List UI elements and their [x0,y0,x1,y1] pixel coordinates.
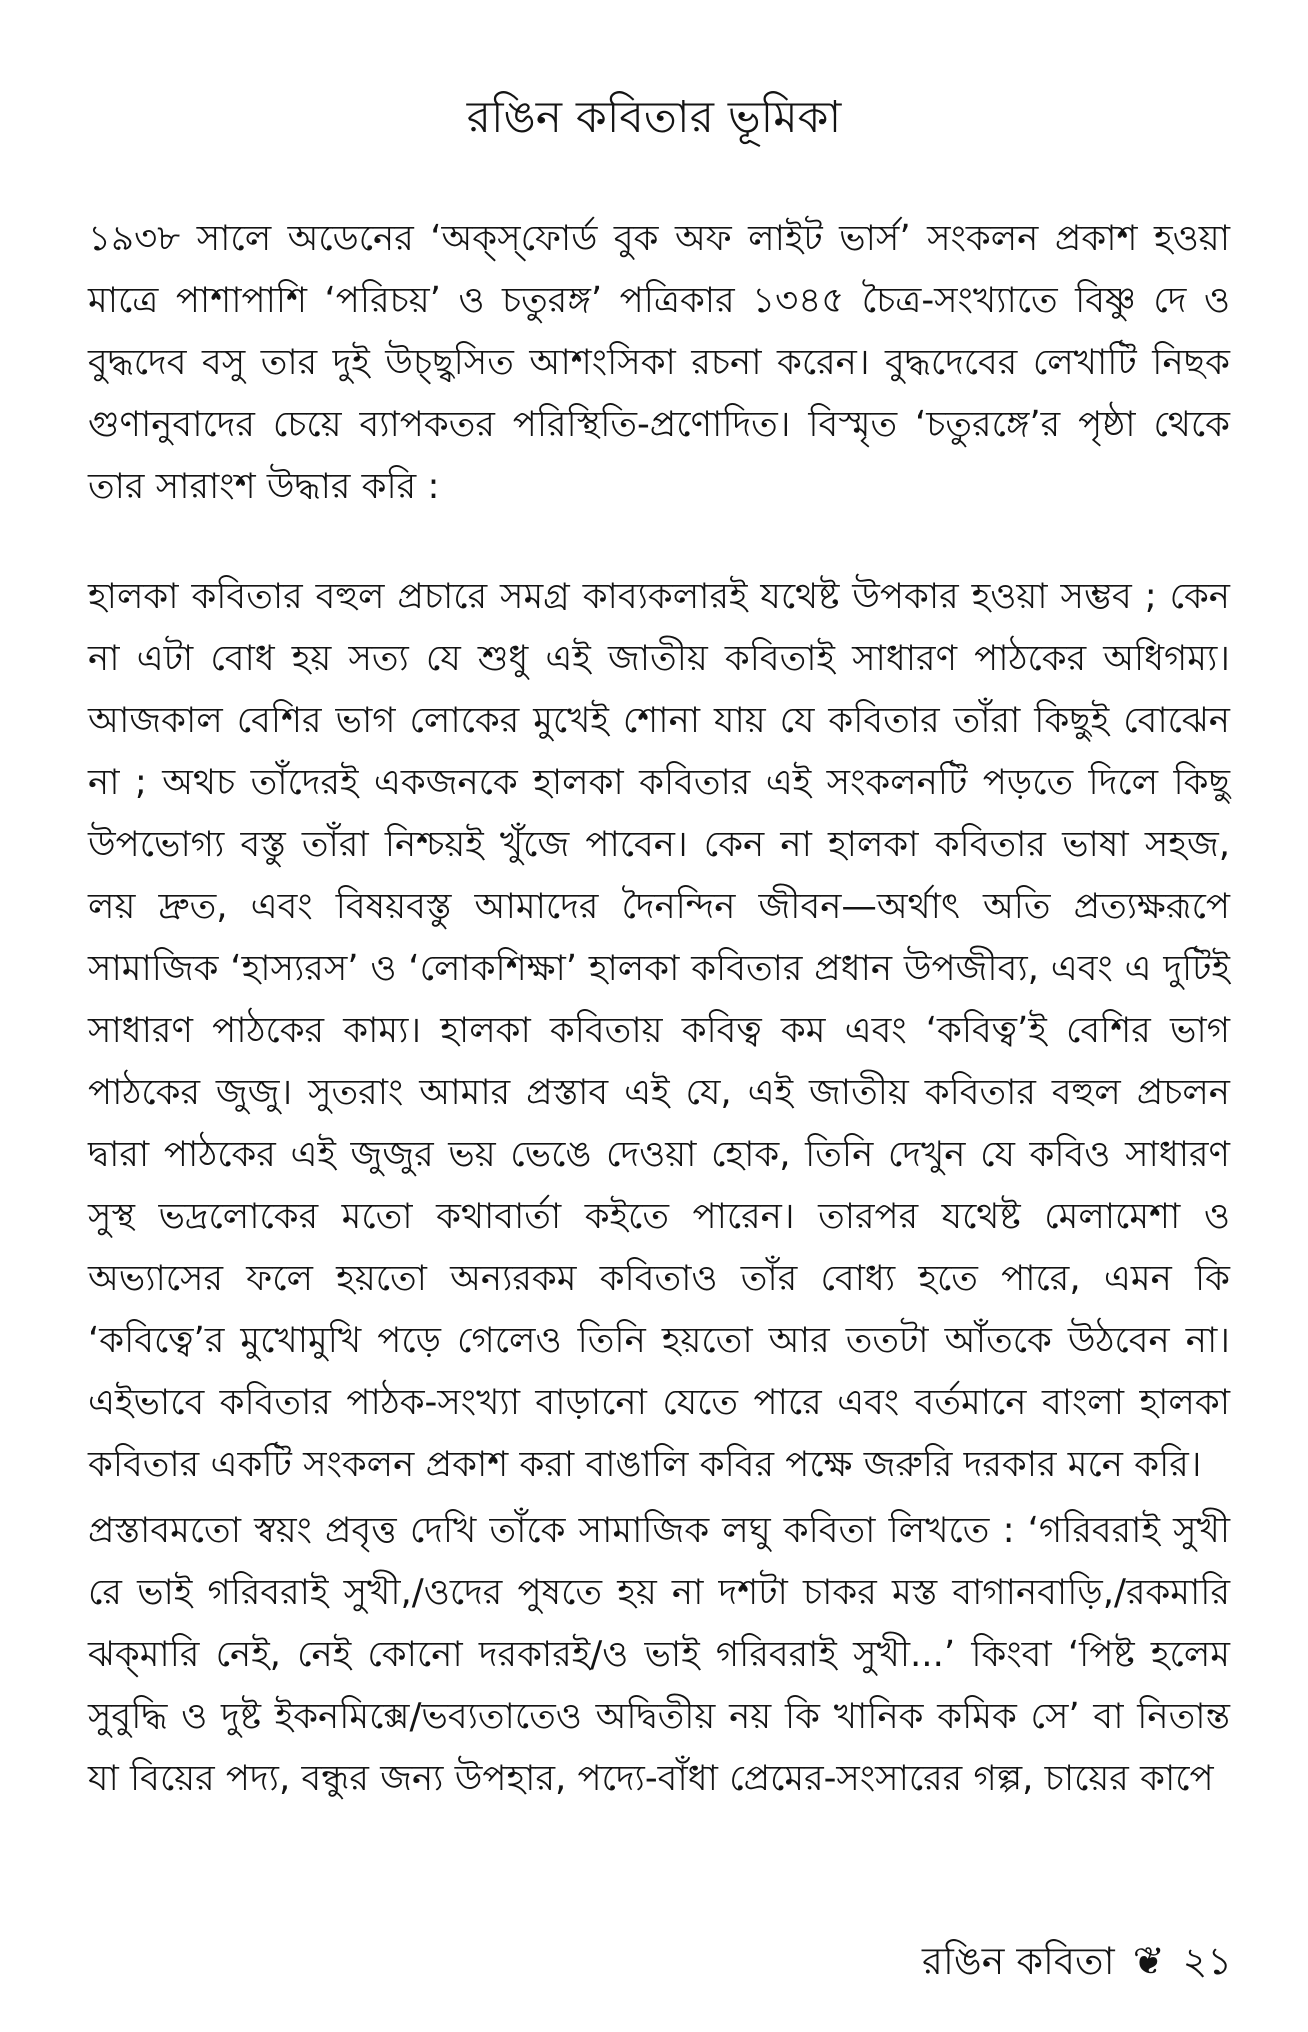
page-title: রঙিন কবিতার ভূমিকা [466,92,842,143]
page-footer [922,1936,1232,1986]
paragraph-continuation: প্রস্তাবমতো স্বয়ং প্রবৃত্ত দেখি তাঁকে সামাজিক লঘু কবিতা লিখতে : ‘গরিবরাই সুখী রে ভাই গরিবরাই সুখী,/ওদের পুষতে হয় না দশটা চাকর মস্ত বাগানবাড়ি,/রকমারি ঝক্‌মারি নেই, নেই কোনো দরকারই/ও ভাই গরিবরাই সুখী...’ কিংবা ‘পিষ্ট হলেম সুবুদ্ধি ও দুষ্ট ইকনমিক্সে/ভব্যতাতেও অদ্বিতীয় নয় কি খানিক কমিক সে’ বা নিতান্ত যা বিয়ের পদ্য, বন্ধুর জন্য উপহার, পদ্যে-বাঁধা প্রেমের-সংসারের গল্প, চায়ের কাপে [88,1510,1230,1799]
page-number: ২১ [1182,1939,1232,1983]
paragraph-quote: হালকা কবিতার বহুল প্রচারে সমগ্র কাব্যকলারই যথেষ্ট উপকার হওয়া সম্ভব ; কেন না এটা বোধ হয় সত্য যে শুধু এই জাতীয় কবিতাই সাধারণ পাঠকের অধিগম্য। আজকাল বেশির ভাগ লোকের মুখেই শোনা যায় যে কবিতার তাঁরা কিছুই বোঝেন না ; অথচ তাঁদেরই একজনকে হালকা কবিতার এই সংকলনটি পড়তে দিলে কিছু উপভোগ্য বস্তু তাঁরা নিশ্চয়ই খুঁজে পাবেন। কেন না হালকা কবিতার ভাষা সহজ, লয় দ্রুত, এবং বিষয়বস্তু আমাদের দৈনন্দিন জীবন—অর্থাৎ অতি প্রত্যক্ষরূপে সামাজিক ‘হাস্যরস’ ও ‘লোকশিক্ষা’ হালকা কবিতার প্রধান উপজীব্য, এবং এ দুটিই সাধারণ পাঠকের কাম্য। হালকা কবিতায় কবিত্ব কম এবং ‘কবিত্ব’ই বেশির ভাগ পাঠকের জুজু। সুতরাং আমার প্রস্তাব এই যে, এই জাতীয় কবিতার বহুল প্রচলন দ্বারা পাঠকের এই জুজুর ভয় ভেঙে দেওয়া হোক, তিনি দেখুন যে কবিও সাধারণ সুস্থ ভদ্রলোকের মতো কথাবার্তা কইতে পারেন। তারপর যথেষ্ট মেলামেশা ও অভ্যাসের ফলে হয়তো অন্যরকম কবিতাও তাঁর বোধ্য হতে পারে, এমন কি ‘কবিত্বে’র মুখোমুখি পড়ে গেলেও তিনি হয়তো আর ততটা আঁতকে উঠবেন না। এইভাবে কবিতার পাঠক-সংখ্যা বাড়ানো যেতে পারে এবং বর্তমানে বাংলা হালকা কবিতার একটি সংকলন প্রকাশ করা বাঙালি কবির পক্ষে জরুরি দরকার মনে করি। [88,576,1230,1485]
fleuron-ornament-icon: ❦ [1132,1939,1165,1983]
footer-book-title: রঙিন কবিতা [922,1939,1115,1983]
paragraph-intro: ১৯৩৮ সালে অডেনের ‘অক্‌স্‌ফোর্ড বুক অফ লাইট ভার্স’ সংকলন প্রকাশ হওয়া মাত্রে পাশাপাশি ‘পরিচয়’ ও চতুরঙ্গ’ পত্রিকার ১৩৪৫ চৈত্র-সংখ্যাতে বিষ্ণু দে ও বুদ্ধদেব বসু তার দুই উচ্ছ্বসিত আশংসিকা রচনা করেন। বুদ্ধদেবের লেখাটি নিছক গুণানুবাদের চেয়ে ব্যাপকতর পরিস্থিতি-প্রণোদিত। বিস্মৃত ‘চতুরঙ্গে’র পৃষ্ঠা থেকে তার সারাংশ উদ্ধার করি : [88,218,1230,507]
